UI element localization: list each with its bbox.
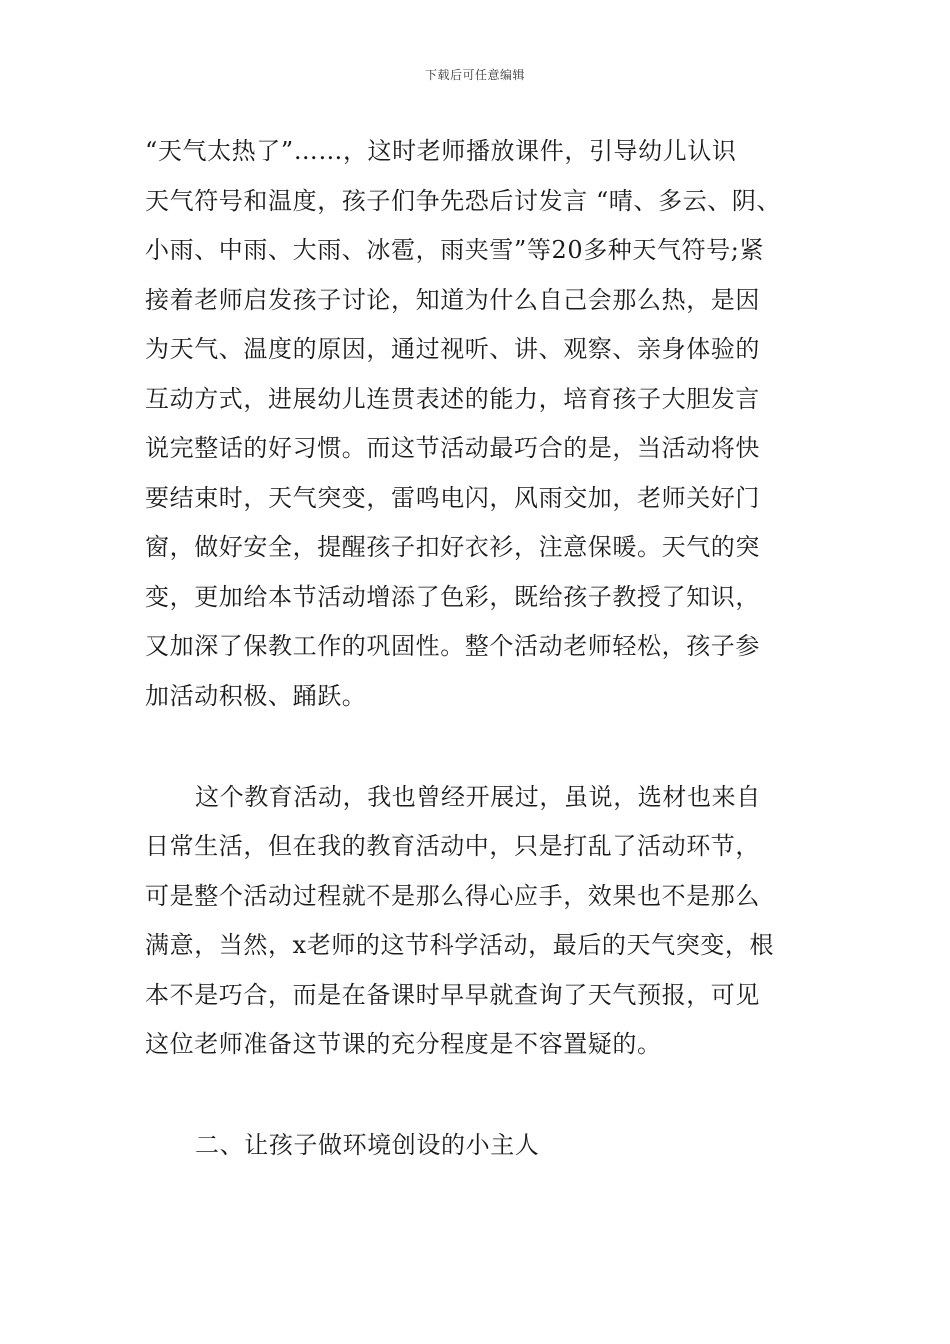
paragraph-1-line: 说完整话的好习惯。而这节活动最巧合的是，当活动将快 [145, 434, 760, 462]
paragraph-2-line: 这位老师准备这节课的充分程度是不容置疑的。 [145, 1030, 662, 1058]
section-heading: 二、让孩子做环境创设的小主人 [195, 1131, 540, 1159]
paragraph-1-line: 要结束时，天气突变，雷鸣电闪，风雨交加，老师关好门 [145, 484, 760, 512]
paragraph-1-line: 窗，做好安全，提醒孩子扣好衣衫，注意保暖。天气的突 [145, 533, 760, 561]
paragraph-1-line: 为天气、温度的原因，通过视听、讲、观察、亲身体验的 [145, 335, 760, 363]
paragraph-1-line: 又加深了保教工作的巩固性。整个活动老师轻松，孩子参 [145, 632, 760, 660]
header-note: 下载后可任意编辑 [424, 68, 525, 82]
paragraph-1-line: 小雨、中雨、大雨、冰雹，雨夹雪”等20多种天气符号;紧 [145, 236, 765, 264]
paragraph-1-line: 互动方式，进展幼儿连贯表述的能力，培育孩子大胆发言 [145, 385, 760, 413]
paragraph-1-line: 接着老师启发孩子讨论，知道为什么自己会那么热，是因 [145, 286, 760, 314]
paragraph-2-line: 日常生活，但在我的教育活动中，只是打乱了活动环节， [145, 832, 760, 860]
paragraph-2-line: 这个教育活动，我也曾经开展过，虽说，选材也来自 [195, 783, 761, 811]
paragraph-1-line: “天气太热了”……，这时老师播放课件，引导幼儿认识 [145, 137, 737, 165]
paragraph-2-line: 可是整个活动过程就不是那么得心应手，效果也不是那么 [145, 882, 760, 910]
paragraph-2-line: 本不是巧合，而是在备课时早早就查询了天气预报，可见 [145, 981, 760, 1009]
paragraph-1-line: 加活动积极、踊跃。 [145, 682, 367, 710]
paragraph-1-line: 变，更加给本节活动增添了色彩，既给孩子教授了知识， [145, 583, 760, 611]
paragraph-2-line: 满意，当然，x老师的这节科学活动，最后的天气突变，根 [145, 931, 775, 959]
paragraph-1-line: 天气符号和温度，孩子们争先恐后讨发言 “晴、多云、阴、 [145, 187, 782, 215]
